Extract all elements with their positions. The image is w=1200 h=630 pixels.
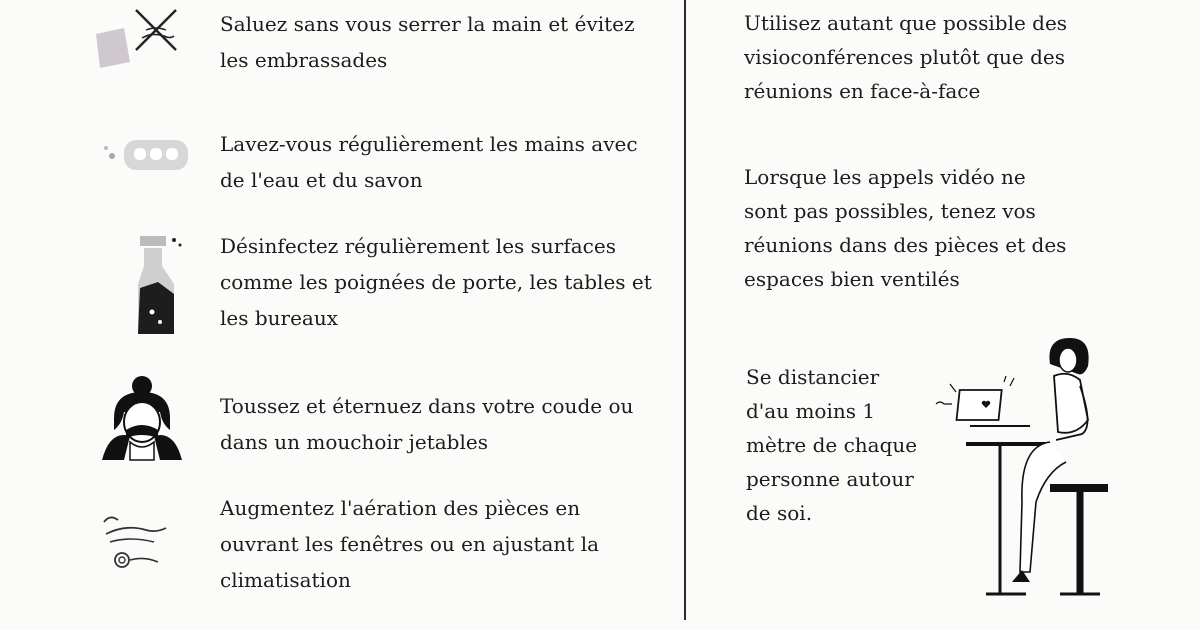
tip-wash-hands: Lavez-vous régulièrement les mains avec de l'eau et du savon	[220, 132, 638, 192]
airflow-icon	[96, 508, 176, 572]
column-divider	[684, 0, 686, 620]
spray-bottle-icon	[122, 232, 186, 338]
tip-videoconference: Utilisez autant que possible des visioconférences plutôt que des réunions en face-à-face	[744, 11, 1068, 103]
tip-ventilation: Augmentez l'aération des pièces en ouvrant les fenêtres ou en ajustant la climatisation	[220, 496, 600, 592]
tip-ventilated-meetings: Lorsque les appels vidéo ne sont pas possibles, tenez vos réunions dans des pièces et des espaces bien ventilés	[744, 165, 1067, 291]
tip-cough: Toussez et éternuez dans votre coude ou dans un mouchoir jetables	[220, 394, 634, 454]
no-handshake-icon	[90, 4, 190, 76]
tip-distancing: Se distancier d'au moins 1 mètre de chaque personne autour de soi.	[746, 365, 918, 525]
handwashing-icon	[100, 128, 200, 190]
tip-disinfect: Désinfectez régulièrement les surfaces comme les poignées de porte, les tables et les bureaux	[220, 234, 652, 330]
person-at-laptop-illustration	[930, 330, 1120, 605]
cough-elbow-icon	[96, 372, 188, 464]
tip-no-handshake: Saluez sans vous serrer la main et évitez les embrassades	[220, 12, 635, 72]
